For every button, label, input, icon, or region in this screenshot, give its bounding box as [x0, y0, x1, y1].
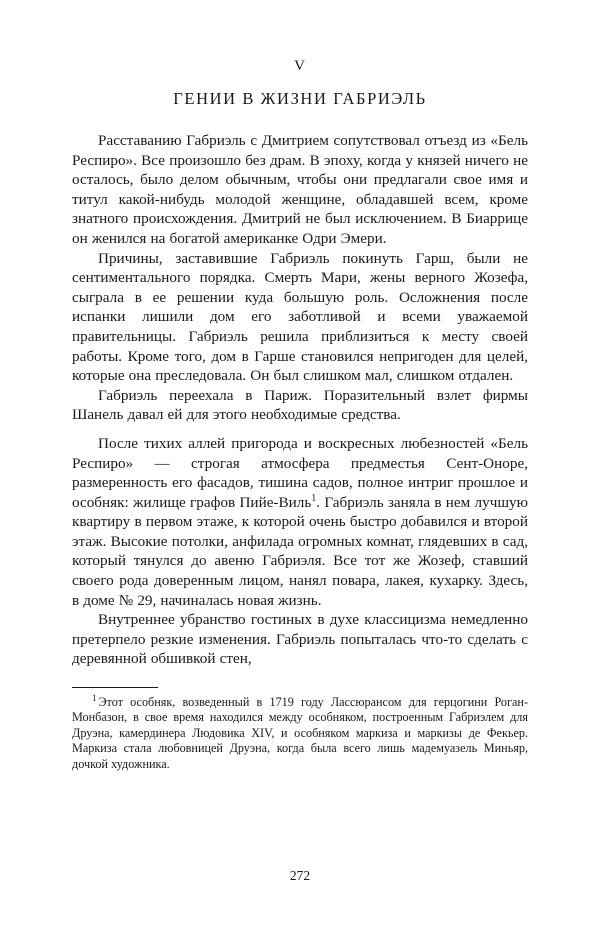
paragraph-3: Габриэль переехала в Париж. Поразительный взлет фирмы Шанель давал ей для этого необходимые средства. [72, 386, 528, 424]
footnote-reference-marker: 1 [311, 492, 317, 504]
page-number: 272 [289, 868, 311, 883]
chapter-title: ГЕНИИ В ЖИЗНИ ГАБРИЭЛЬ [173, 89, 427, 108]
footnote [72, 692, 528, 772]
paragraph-2: Причины, заставившие Габриэль покинуть Гарш, были не сентиментального порядка. Смерть Мари, жены верного Жозефа, сыграла в ее решении куда большую роль. Осложнения после испанки лишили дом его заботливой и всеми уважаемой правительницы. Габриэль решила приблизиться к месту своей работы. Кроме того, дом в Гарше становился непригоден для целей, которые она преследовала. Он был слишком мал, слишком отдален. [72, 249, 528, 385]
paragraph-5: Внутреннее убранство гостиных в духе классицизма немедленно претерпело резкие изменения. Габриэль попыталась что-то сделать с деревянной обшивкой стен, [72, 611, 528, 668]
paragraph-4-end: . Габриэль заняла в нем лучшую квартиру в первом этаже, к которой очень быстро добавился и второй этаж. Высокие потолки, анфилада огромных комнат, глядевших в сад, который тянулся до авеню Габриэля. Все тот же Жозеф, ставший своего рода доверенным лицом, нанял повара, лакея, кухарку. Здесь, в доме № 29, начиналась новая жизнь. [72, 493, 528, 609]
footnote-text: Этот особняк, возведенный в 1719 году Лассюрансом для герцогини Роган-Монбазон, в свое время находился между особняком, построенным Габриэлем для Друэна, камердинера Людовика XIV, и особняком маркиза и маркизы де Фекьер. Маркиза стала любовницей Друэна, когда была всего лишь мадемуазель Миньяр, дочкой художника. [72, 695, 528, 771]
paragraph-4 [72, 434, 528, 610]
footnote-separator [72, 687, 158, 688]
body-text [72, 131, 528, 669]
footnote-number: 1 [92, 692, 97, 703]
paragraph-1: Расставанию Габриэль с Дмитрием сопутствовал отъезд из «Бель Респиро». Все произошло без драм. В эпоху, когда у князей ничего не осталось, было делом обычным, чтобы они предлагали свое имя и титул какой-нибудь молодой женщине, обладавшей всем, кроме знатного происхождения. Дмитрий не был исключением. В Биаррице он женился на богатой американке Одри Эмери. [72, 132, 528, 247]
paragraph-4-start: После тихих аллей пригорода и воскресных любезностей «Бель Респиро» — строгая атмосфера предместья Сент-Оноре, размеренность его фасадов, тишина садов, полное интриг прошлое и особняк: жилище графов Пийе-Виль [72, 434, 528, 511]
chapter-number: V [294, 58, 306, 74]
